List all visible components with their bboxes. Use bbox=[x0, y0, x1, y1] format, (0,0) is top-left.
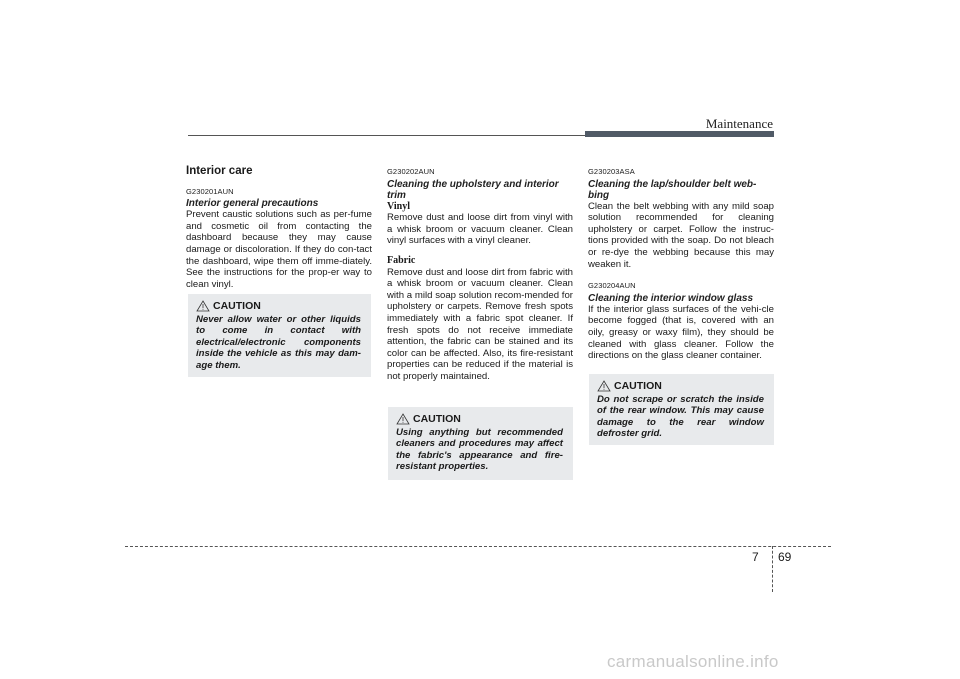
fabric-heading: Fabric bbox=[387, 254, 416, 266]
section-title: Interior care bbox=[186, 165, 253, 177]
caution-text: Using anything but recommended cleaners and procedures may affect the fabric's appearance and fire-resistant properties. bbox=[396, 427, 563, 473]
caution-box bbox=[388, 407, 573, 480]
fabric-body-text: Remove dust and loose dirt from fabric with a whisk broom or vacuum cleaner. Clean with a mild soap solution recom-mended for upholstery or carpets. Remove fresh spots immediately with a fabric spot cleaner. If fresh spots do not receive immediate attention, the fabric can be stained and its color can be affected. Also, its fire-resistant properties can be reduced if the material is not properly maintained. bbox=[387, 266, 573, 382]
watermark: carmanualsonline.info bbox=[607, 652, 779, 671]
chapter-number: 7 bbox=[752, 550, 759, 564]
section-code: G230201AUN bbox=[186, 186, 234, 196]
footer-rule bbox=[125, 546, 831, 547]
column-1 bbox=[186, 166, 372, 290]
caution-box bbox=[188, 294, 371, 377]
header-tab bbox=[585, 131, 774, 137]
footer-divider bbox=[772, 546, 773, 592]
page-header-title: Maintenance bbox=[705, 116, 773, 131]
caution-label: CAUTION bbox=[614, 380, 662, 392]
subsection-title: Interior general precautions bbox=[186, 198, 319, 210]
section-code: G230202AUN bbox=[387, 167, 435, 176]
vinyl-body-text: Remove dust and loose dirt from vinyl with a whisk broom or vacuum cleaner. Clean vinyl surfaces with a vinyl cleaner. bbox=[387, 212, 573, 247]
warning-triangle-icon bbox=[196, 300, 210, 312]
column-2 bbox=[387, 166, 573, 383]
caution-label: CAUTION bbox=[413, 413, 461, 425]
subsection-title: Cleaning the upholstery and interior trim bbox=[387, 178, 559, 201]
caution-text: Do not scrape or scratch the inside of the rear window. This may cause damage to the rear window defroster grid. bbox=[597, 394, 764, 440]
caution-label: CAUTION bbox=[213, 300, 261, 312]
caution-box bbox=[589, 374, 774, 445]
subsection-title: Cleaning the interior window glass bbox=[588, 292, 754, 304]
subsection-title: Cleaning the lap/shoulder belt web-bing bbox=[588, 178, 757, 201]
caution-text: Never allow water or other liquids to come in contact with electrical/electronic components inside the vehicle as this may dam-age them. bbox=[196, 314, 361, 371]
body-text: If the interior glass surfaces of the vehi-cle become fogged (that is, covered with an oily, greasy or waxy film), they should be cleaned with glass cleaner. Follow the directions on the glass cleaner container. bbox=[588, 303, 774, 362]
body-text: Prevent caustic solutions such as per-fume and cosmetic oil from contacting the dashboard because they may cause damage or discoloration. If they do con-tact the dashboard, wipe them off imme-diately. See the instructions for the prop-er way to clean vinyl. bbox=[186, 209, 372, 290]
warning-triangle-icon bbox=[396, 413, 410, 425]
warning-triangle-icon bbox=[597, 380, 611, 392]
page-number: 69 bbox=[778, 550, 792, 564]
section-code: G230203ASA bbox=[588, 167, 635, 176]
section-code: G230204AUN bbox=[588, 281, 636, 291]
vinyl-heading: Vinyl bbox=[387, 200, 410, 212]
column-3 bbox=[588, 166, 774, 362]
body-text: Clean the belt webbing with any mild soap solution recommended for cleaning upholstery or carpet. Follow the instruc-tions provided with the soap. Do not bleach or re-dye the webbing because this may weaken it. bbox=[588, 200, 774, 270]
